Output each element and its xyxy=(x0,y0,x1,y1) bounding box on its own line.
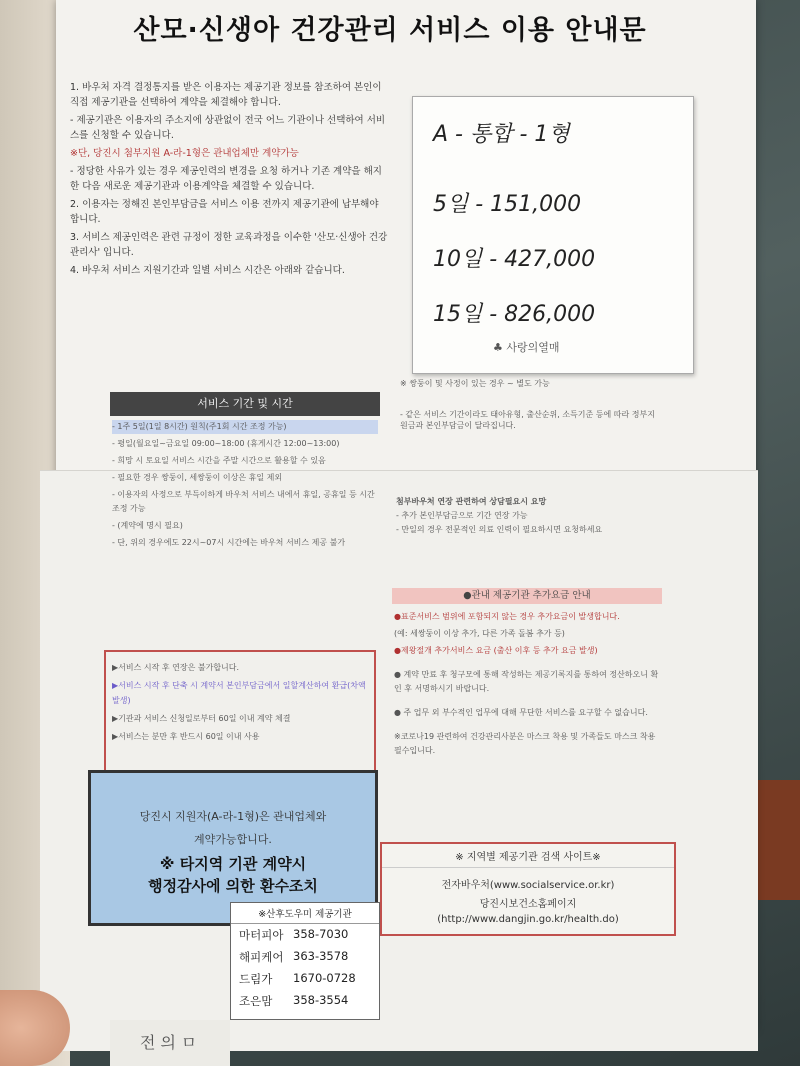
site-link-3: (http://www.dangjin.go.kr/health.do) xyxy=(437,914,619,925)
right-notes-2 xyxy=(396,496,658,538)
notice-1: ▶서비스 시작 후 연장은 불가합니다. xyxy=(112,663,240,672)
provider-contacts-card xyxy=(230,902,380,1020)
fee-note-3: ●제왕절개 추가서비스 요금 (출산 이후 등 추가 요금 발생) xyxy=(394,646,598,655)
notice-box xyxy=(104,650,376,772)
contact-phone: 1670-0728 xyxy=(293,971,356,985)
search-site-box xyxy=(380,842,676,936)
service-time-7: - 단, 위의 경우에도 22시~07시 시간에는 바우처 서비스 제공 불가 xyxy=(112,538,346,547)
site-link-1: 전자바우처(www.socialservice.or.kr) xyxy=(441,880,615,891)
additional-fee-header: ●관내 제공기관 추가요금 안내 xyxy=(392,588,662,604)
instruction-note: ※단, 당진시 첨부지원 A-라-1형은 관내업체만 계약가능 xyxy=(70,148,299,159)
document-title: 산모·신생아 건강관리 서비스 이용 안내문 xyxy=(133,15,647,46)
fee-note-6: ※코로나19 관련하여 건강관리사분은 마스크 착용 및 가족들도 마스크 착용 필수입니다. xyxy=(394,732,656,755)
note-line-1: A - 통합 - 1형 xyxy=(433,122,570,147)
site-header: ※ 지역별 제공기관 검색 사이트※ xyxy=(382,844,674,868)
contact-phone: 358-7030 xyxy=(293,927,349,941)
right-note-5: - 만일의 경우 전문적인 의료 인력이 필요하시면 요청하세요 xyxy=(396,525,603,534)
right-note-3: 첨부바우처 연장 관련하여 상담필요시 요망 xyxy=(396,497,547,506)
service-time-1: - 1주 5일(1일 8시간) 원칙(주1회 시간 조정 가능) xyxy=(112,420,378,434)
service-time-list xyxy=(112,420,378,553)
service-time-4: - 필요한 경우 쌍둥이, 세쌍둥이 이상은 휴일 제외 xyxy=(112,473,283,482)
right-note-4: - 추가 본인부담금으로 기간 연장 가능 xyxy=(396,511,528,520)
instruction-4: 4. 바우처 서비스 지원기간과 일별 서비스 시간은 아래와 같습니다. xyxy=(70,265,345,276)
fee-note-2: (예: 세쌍둥이 이상 추가, 다른 가족 돌봄 추가 등) xyxy=(394,629,565,638)
bottom-scrap-text: 전 의 ㅁ xyxy=(140,1033,197,1052)
note-line-2: 5일 - 151,000 xyxy=(433,192,582,217)
additional-fee-list xyxy=(394,610,660,761)
warning-line-1: 당진시 지원자(A-라-1형)은 관내업체와 xyxy=(139,810,327,823)
service-time-3: - 희망 시 토요일 서비스 시간을 주말 시간으로 활용할 수 있음 xyxy=(112,456,326,465)
warning-line-3 xyxy=(91,853,375,897)
fee-note-4: ● 계약 만료 후 청구모에 통해 작성하는 제공기록지를 통하여 정산하오니 확인 후 서명하시기 바랍니다. xyxy=(394,670,659,693)
logo xyxy=(493,339,560,355)
service-time-6: - (계약에 명시 필요) xyxy=(112,521,183,530)
fee-note-1: ●표준서비스 범위에 포함되지 않는 경우 추가요금이 발생합니다. xyxy=(394,612,620,621)
contact-phone: 358-3554 xyxy=(293,993,349,1007)
service-time-2: - 평일(월요일~금요일 09:00~18:00 (휴게시간 12:00~13:00) xyxy=(112,439,340,448)
contact-name: 조은맘 xyxy=(239,994,273,1008)
instruction-3: 3. 서비스 제공인력은 관련 규정이 정한 교육과정을 이수한 '산모·신생아 건강관리사' 입니다. xyxy=(70,232,388,258)
contact-row xyxy=(231,990,379,1012)
contact-name: 마터피아 xyxy=(239,928,284,942)
warning-line-2: 계약가능합니다. xyxy=(194,833,272,846)
notice-4: ▶서비스는 분만 후 반드시 60일 이내 사용 xyxy=(112,732,260,741)
right-note-1: ※ 쌍둥이 및 사정이 있는 경우 ~ 별도 가능 xyxy=(400,379,550,388)
contacts-header: ※산후도우미 제공기관 xyxy=(231,903,379,924)
instruction-2: 2. 이용자는 정해진 본인부담금을 서비스 이용 전까지 제공기관에 납부해야 합니다. xyxy=(70,199,379,225)
service-period-header: 서비스 기간 및 시간 xyxy=(110,392,380,416)
clover-icon: ♣ xyxy=(493,341,503,354)
bottom-paper-scrap xyxy=(110,1020,230,1066)
contact-phone: 363-3578 xyxy=(293,949,349,963)
contact-name: 해피케어 xyxy=(239,950,284,964)
fee-note-5: ● 주 업무 외 부수적인 업무에 대해 무단한 서비스를 요구할 수 없습니다. xyxy=(394,708,648,717)
instruction-1: 1. 바우처 자격 결정통지를 받은 이용자는 제공기관 정보를 참조하여 본인이 직접 제공기관을 선택하여 계약을 체결해야 합니다. xyxy=(70,82,382,108)
contact-row xyxy=(231,924,379,946)
notice-3: ▶기관과 서비스 신청일로부터 60일 이내 계약 체결 xyxy=(112,714,291,723)
warning-line-3b: 행정감사에 의한 환수조치 xyxy=(148,877,318,895)
logo-text: 사랑의열매 xyxy=(506,341,560,354)
contact-row xyxy=(231,968,379,990)
note-line-3: 10일 - 427,000 xyxy=(433,247,596,272)
instruction-1a: - 제공기관은 이용자의 주소지에 상관없이 전국 어느 기관이나 선택하여 서비스를 신청할 수 있습니다. xyxy=(70,115,386,141)
right-notes xyxy=(400,378,660,434)
right-note-2: - 같은 서비스 기간이라도 태아유형, 출산순위, 소득기준 등에 따라 정부지원금과 본인부담금이 달라집니다. xyxy=(400,410,655,430)
service-time-5: - 이용자의 사정으로 부득이하게 바우처 서비스 내에서 휴일, 공휴일 등 시간 조정 가능 xyxy=(112,490,375,513)
note-line-4: 15일 - 826,000 xyxy=(433,302,596,327)
warning-line-3a: ※ 타지역 기관 계약시 xyxy=(159,855,307,873)
site-link-2: 당진시보건소홈페이지 xyxy=(479,899,577,910)
notice-2: ▶서비스 시작 후 단축 시 계약서 본인부담금에서 일할계산하여 환급(차액발생) xyxy=(112,681,366,705)
handwritten-note xyxy=(412,96,694,374)
left-instructions xyxy=(70,80,390,281)
contact-row xyxy=(231,946,379,968)
contact-name: 드림가 xyxy=(239,972,273,986)
instruction-1b: - 정당한 사유가 있는 경우 제공인력의 변경을 요청 하거나 기존 계약을 해지한 다음 새로운 제공기관과 이용계약을 체결할 수 있습니다. xyxy=(70,166,382,192)
